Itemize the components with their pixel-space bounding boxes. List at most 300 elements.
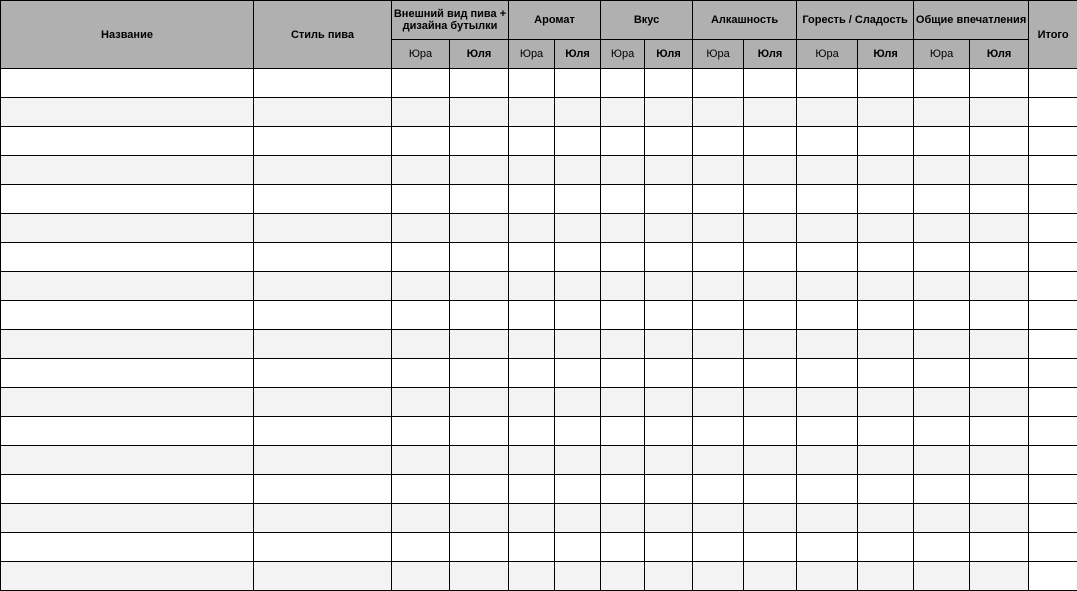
yura-aroma-cell[interactable] (509, 98, 555, 127)
yura-overall-cell[interactable] (914, 214, 970, 243)
yulya-alcohol-cell[interactable] (744, 69, 797, 98)
style-cell[interactable] (254, 475, 392, 504)
yulya-aroma-cell[interactable] (555, 417, 601, 446)
yulya-bitterness-cell[interactable] (858, 272, 914, 301)
yura-overall-cell[interactable] (914, 243, 970, 272)
table-row (1, 446, 1077, 475)
table-header (1, 1, 1077, 69)
yulya-alcohol-cell[interactable] (744, 156, 797, 185)
style-cell[interactable] (254, 69, 392, 98)
yulya-bitterness-cell[interactable] (858, 533, 914, 562)
yulya-appearance-cell[interactable] (450, 98, 509, 127)
table-row (1, 301, 1077, 330)
yulya-overall-cell[interactable] (970, 301, 1029, 330)
yura-overall-cell[interactable] (914, 185, 970, 214)
yulya-overall-cell[interactable] (970, 185, 1029, 214)
yulya-aroma-cell[interactable] (555, 214, 601, 243)
yulya-overall-cell[interactable] (970, 562, 1029, 591)
yulya-aroma-cell[interactable] (555, 359, 601, 388)
yulya-appearance-cell[interactable] (450, 156, 509, 185)
yulya-appearance-cell[interactable] (450, 388, 509, 417)
yura-taste-cell[interactable] (601, 359, 645, 388)
yura-appearance-cell[interactable] (392, 533, 450, 562)
yulya-bitterness-cell[interactable] (858, 359, 914, 388)
yura-aroma-cell[interactable] (509, 185, 555, 214)
name-cell[interactable] (1, 185, 254, 214)
yulya-bitterness-cell[interactable] (858, 156, 914, 185)
yura-alcohol-cell[interactable] (693, 301, 744, 330)
yura-bitterness-cell[interactable] (797, 185, 858, 214)
yulya-aroma-cell[interactable] (555, 446, 601, 475)
yulya-taste-cell[interactable] (645, 214, 693, 243)
yulya-bitterness-cell[interactable] (858, 562, 914, 591)
yura-aroma-cell[interactable] (509, 562, 555, 591)
yura-overall-cell[interactable] (914, 475, 970, 504)
total-cell[interactable] (1029, 359, 1077, 388)
table-row (1, 69, 1077, 98)
yulya-bitterness-cell[interactable] (858, 214, 914, 243)
yulya-alcohol-cell[interactable] (744, 98, 797, 127)
name-cell[interactable] (1, 127, 254, 156)
yulya-overall-cell[interactable] (970, 127, 1029, 156)
header-appearance: Внешний вид пива + дизайна бутылки (392, 1, 509, 40)
yura-overall-cell[interactable] (914, 446, 970, 475)
yura-taste-cell[interactable] (601, 475, 645, 504)
yulya-taste-cell[interactable] (645, 504, 693, 533)
yura-bitterness-cell[interactable] (797, 417, 858, 446)
yura-appearance-cell[interactable] (392, 301, 450, 330)
name-cell[interactable] (1, 533, 254, 562)
yura-bitterness-cell[interactable] (797, 243, 858, 272)
yura-aroma-cell[interactable] (509, 446, 555, 475)
yulya-overall-cell[interactable] (970, 388, 1029, 417)
header-overall-impression: Общие впечатления (914, 1, 1029, 40)
yura-aroma-cell[interactable] (509, 388, 555, 417)
yulya-aroma-cell[interactable] (555, 69, 601, 98)
total-cell[interactable] (1029, 388, 1077, 417)
yulya-alcohol-cell[interactable] (744, 330, 797, 359)
yura-bitterness-cell[interactable] (797, 562, 858, 591)
yulya-alcohol-cell[interactable] (744, 301, 797, 330)
yulya-alcohol-cell[interactable] (744, 533, 797, 562)
yulya-alcohol-cell[interactable] (744, 127, 797, 156)
name-cell[interactable] (1, 417, 254, 446)
yulya-bitterness-cell[interactable] (858, 330, 914, 359)
total-cell[interactable] (1029, 243, 1077, 272)
total-cell[interactable] (1029, 214, 1077, 243)
yulya-appearance-cell[interactable] (450, 475, 509, 504)
yura-appearance-cell[interactable] (392, 330, 450, 359)
total-cell[interactable] (1029, 533, 1077, 562)
yura-bitterness-cell[interactable] (797, 330, 858, 359)
yura-appearance-cell[interactable] (392, 359, 450, 388)
yulya-taste-cell[interactable] (645, 330, 693, 359)
yulya-aroma-cell[interactable] (555, 330, 601, 359)
yulya-taste-cell[interactable] (645, 562, 693, 591)
name-cell[interactable] (1, 446, 254, 475)
yulya-bitterness-cell[interactable] (858, 388, 914, 417)
table-row (1, 359, 1077, 388)
yura-taste-cell[interactable] (601, 301, 645, 330)
yura-bitterness-cell[interactable] (797, 475, 858, 504)
yura-aroma-cell[interactable] (509, 243, 555, 272)
yulya-taste-cell[interactable] (645, 388, 693, 417)
yulya-alcohol-cell[interactable] (744, 214, 797, 243)
yulya-taste-cell[interactable] (645, 272, 693, 301)
yura-aroma-cell[interactable] (509, 475, 555, 504)
yura-alcohol-cell[interactable] (693, 359, 744, 388)
yura-aroma-cell[interactable] (509, 272, 555, 301)
yura-aroma-cell[interactable] (509, 330, 555, 359)
name-cell[interactable] (1, 243, 254, 272)
yura-overall-cell[interactable] (914, 359, 970, 388)
yulya-alcohol-cell[interactable] (744, 272, 797, 301)
yulya-aroma-cell[interactable] (555, 185, 601, 214)
style-cell[interactable] (254, 156, 392, 185)
yura-overall-cell[interactable] (914, 533, 970, 562)
yura-alcohol-cell[interactable] (693, 272, 744, 301)
yura-alcohol-cell[interactable] (693, 388, 744, 417)
yura-appearance-cell[interactable] (392, 562, 450, 591)
yura-aroma-cell[interactable] (509, 359, 555, 388)
yulya-bitterness-cell[interactable] (858, 98, 914, 127)
yura-alcohol-cell[interactable] (693, 69, 744, 98)
table-row (1, 243, 1077, 272)
yulya-aroma-cell[interactable] (555, 156, 601, 185)
total-cell[interactable] (1029, 272, 1077, 301)
total-cell[interactable] (1029, 156, 1077, 185)
header-taste: Вкус (601, 1, 693, 40)
yulya-taste-cell[interactable] (645, 533, 693, 562)
yura-taste-cell[interactable] (601, 533, 645, 562)
name-cell[interactable] (1, 156, 254, 185)
yulya-appearance-cell[interactable] (450, 185, 509, 214)
rater-yura-aroma: Юра (509, 40, 555, 69)
yulya-appearance-cell[interactable] (450, 301, 509, 330)
yura-alcohol-cell[interactable] (693, 533, 744, 562)
yulya-overall-cell[interactable] (970, 330, 1029, 359)
yulya-overall-cell[interactable] (970, 214, 1029, 243)
yura-aroma-cell[interactable] (509, 69, 555, 98)
total-cell[interactable] (1029, 301, 1077, 330)
yura-appearance-cell[interactable] (392, 417, 450, 446)
table-row (1, 504, 1077, 533)
yura-bitterness-cell[interactable] (797, 272, 858, 301)
yulya-appearance-cell[interactable] (450, 330, 509, 359)
yura-taste-cell[interactable] (601, 504, 645, 533)
total-cell[interactable] (1029, 475, 1077, 504)
header-name: Название (1, 1, 254, 69)
yura-overall-cell[interactable] (914, 301, 970, 330)
header-style: Стиль пива (254, 1, 392, 69)
style-cell[interactable] (254, 562, 392, 591)
table-row (1, 98, 1077, 127)
yura-overall-cell[interactable] (914, 272, 970, 301)
yulya-taste-cell[interactable] (645, 156, 693, 185)
yulya-appearance-cell[interactable] (450, 272, 509, 301)
yura-appearance-cell[interactable] (392, 504, 450, 533)
name-cell[interactable] (1, 504, 254, 533)
yulya-taste-cell[interactable] (645, 185, 693, 214)
yulya-alcohol-cell[interactable] (744, 562, 797, 591)
yura-aroma-cell[interactable] (509, 127, 555, 156)
yulya-overall-cell[interactable] (970, 475, 1029, 504)
yura-alcohol-cell[interactable] (693, 562, 744, 591)
yulya-overall-cell[interactable] (970, 359, 1029, 388)
yura-taste-cell[interactable] (601, 272, 645, 301)
yura-appearance-cell[interactable] (392, 69, 450, 98)
yura-aroma-cell[interactable] (509, 301, 555, 330)
yura-bitterness-cell[interactable] (797, 446, 858, 475)
yulya-bitterness-cell[interactable] (858, 475, 914, 504)
yura-appearance-cell[interactable] (392, 243, 450, 272)
style-cell[interactable] (254, 417, 392, 446)
rater-yura-overall: Юра (914, 40, 970, 69)
yura-alcohol-cell[interactable] (693, 417, 744, 446)
yura-bitterness-cell[interactable] (797, 127, 858, 156)
yulya-appearance-cell[interactable] (450, 243, 509, 272)
yura-alcohol-cell[interactable] (693, 475, 744, 504)
yura-aroma-cell[interactable] (509, 156, 555, 185)
yura-appearance-cell[interactable] (392, 98, 450, 127)
yulya-overall-cell[interactable] (970, 69, 1029, 98)
yulya-alcohol-cell[interactable] (744, 504, 797, 533)
table-row (1, 185, 1077, 214)
yulya-bitterness-cell[interactable] (858, 417, 914, 446)
yura-aroma-cell[interactable] (509, 417, 555, 446)
table-row (1, 533, 1077, 562)
yura-appearance-cell[interactable] (392, 446, 450, 475)
yulya-taste-cell[interactable] (645, 475, 693, 504)
yura-alcohol-cell[interactable] (693, 446, 744, 475)
rater-yura-appearance: Юра (392, 40, 450, 69)
yura-aroma-cell[interactable] (509, 533, 555, 562)
yura-taste-cell[interactable] (601, 98, 645, 127)
yulya-bitterness-cell[interactable] (858, 446, 914, 475)
style-cell[interactable] (254, 359, 392, 388)
yura-taste-cell[interactable] (601, 562, 645, 591)
style-cell[interactable] (254, 243, 392, 272)
yura-bitterness-cell[interactable] (797, 301, 858, 330)
yulya-aroma-cell[interactable] (555, 533, 601, 562)
total-cell[interactable] (1029, 417, 1077, 446)
yulya-taste-cell[interactable] (645, 301, 693, 330)
header-bitterness-sweetness: Горесть / Сладость (797, 1, 914, 40)
yura-taste-cell[interactable] (601, 417, 645, 446)
yura-appearance-cell[interactable] (392, 475, 450, 504)
total-cell[interactable] (1029, 127, 1077, 156)
yulya-overall-cell[interactable] (970, 98, 1029, 127)
yura-taste-cell[interactable] (601, 69, 645, 98)
yulya-overall-cell[interactable] (970, 504, 1029, 533)
yulya-alcohol-cell[interactable] (744, 243, 797, 272)
yura-overall-cell[interactable] (914, 127, 970, 156)
yulya-appearance-cell[interactable] (450, 446, 509, 475)
name-cell[interactable] (1, 98, 254, 127)
yura-bitterness-cell[interactable] (797, 388, 858, 417)
yulya-appearance-cell[interactable] (450, 533, 509, 562)
yura-alcohol-cell[interactable] (693, 243, 744, 272)
style-cell[interactable] (254, 504, 392, 533)
yulya-appearance-cell[interactable] (450, 127, 509, 156)
yura-alcohol-cell[interactable] (693, 214, 744, 243)
style-cell[interactable] (254, 301, 392, 330)
yura-overall-cell[interactable] (914, 330, 970, 359)
yulya-alcohol-cell[interactable] (744, 475, 797, 504)
name-cell[interactable] (1, 330, 254, 359)
yura-taste-cell[interactable] (601, 214, 645, 243)
yura-taste-cell[interactable] (601, 156, 645, 185)
yulya-taste-cell[interactable] (645, 359, 693, 388)
style-cell[interactable] (254, 533, 392, 562)
yulya-taste-cell[interactable] (645, 243, 693, 272)
yura-bitterness-cell[interactable] (797, 156, 858, 185)
yura-appearance-cell[interactable] (392, 127, 450, 156)
name-cell[interactable] (1, 359, 254, 388)
yulya-aroma-cell[interactable] (555, 243, 601, 272)
yura-appearance-cell[interactable] (392, 185, 450, 214)
yura-overall-cell[interactable] (914, 69, 970, 98)
yura-appearance-cell[interactable] (392, 156, 450, 185)
style-cell[interactable] (254, 330, 392, 359)
yulya-aroma-cell[interactable] (555, 504, 601, 533)
yura-aroma-cell[interactable] (509, 214, 555, 243)
style-cell[interactable] (254, 214, 392, 243)
yura-overall-cell[interactable] (914, 562, 970, 591)
yulya-appearance-cell[interactable] (450, 214, 509, 243)
header-total: Итого (1029, 1, 1077, 69)
yulya-appearance-cell[interactable] (450, 69, 509, 98)
yura-aroma-cell[interactable] (509, 504, 555, 533)
yulya-bitterness-cell[interactable] (858, 504, 914, 533)
yulya-overall-cell[interactable] (970, 156, 1029, 185)
yulya-bitterness-cell[interactable] (858, 243, 914, 272)
table-body (1, 69, 1077, 591)
yulya-alcohol-cell[interactable] (744, 446, 797, 475)
yulya-aroma-cell[interactable] (555, 475, 601, 504)
yulya-taste-cell[interactable] (645, 127, 693, 156)
yulya-overall-cell[interactable] (970, 417, 1029, 446)
yura-overall-cell[interactable] (914, 417, 970, 446)
yulya-appearance-cell[interactable] (450, 504, 509, 533)
name-cell[interactable] (1, 388, 254, 417)
yura-appearance-cell[interactable] (392, 388, 450, 417)
style-cell[interactable] (254, 272, 392, 301)
yulya-taste-cell[interactable] (645, 69, 693, 98)
yulya-alcohol-cell[interactable] (744, 388, 797, 417)
yulya-taste-cell[interactable] (645, 417, 693, 446)
yulya-aroma-cell[interactable] (555, 98, 601, 127)
total-cell[interactable] (1029, 330, 1077, 359)
yulya-overall-cell[interactable] (970, 243, 1029, 272)
yura-taste-cell[interactable] (601, 446, 645, 475)
total-cell[interactable] (1029, 504, 1077, 533)
rater-yura-alcohol: Юра (693, 40, 744, 69)
yura-overall-cell[interactable] (914, 156, 970, 185)
yura-bitterness-cell[interactable] (797, 214, 858, 243)
yura-taste-cell[interactable] (601, 388, 645, 417)
name-cell[interactable] (1, 562, 254, 591)
yura-taste-cell[interactable] (601, 243, 645, 272)
yulya-appearance-cell[interactable] (450, 417, 509, 446)
yura-bitterness-cell[interactable] (797, 359, 858, 388)
name-cell[interactable] (1, 272, 254, 301)
rater-yura-bitterness: Юра (797, 40, 858, 69)
yura-alcohol-cell[interactable] (693, 156, 744, 185)
yulya-alcohol-cell[interactable] (744, 359, 797, 388)
yura-alcohol-cell[interactable] (693, 504, 744, 533)
yulya-overall-cell[interactable] (970, 446, 1029, 475)
yulya-overall-cell[interactable] (970, 533, 1029, 562)
yura-alcohol-cell[interactable] (693, 98, 744, 127)
yura-bitterness-cell[interactable] (797, 98, 858, 127)
table-row (1, 475, 1077, 504)
yura-appearance-cell[interactable] (392, 214, 450, 243)
yulya-aroma-cell[interactable] (555, 562, 601, 591)
yulya-aroma-cell[interactable] (555, 272, 601, 301)
yura-overall-cell[interactable] (914, 388, 970, 417)
total-cell[interactable] (1029, 185, 1077, 214)
style-cell[interactable] (254, 446, 392, 475)
table-row (1, 156, 1077, 185)
yulya-bitterness-cell[interactable] (858, 185, 914, 214)
name-cell[interactable] (1, 69, 254, 98)
yulya-appearance-cell[interactable] (450, 562, 509, 591)
yulya-aroma-cell[interactable] (555, 388, 601, 417)
yulya-bitterness-cell[interactable] (858, 127, 914, 156)
yura-taste-cell[interactable] (601, 330, 645, 359)
yulya-aroma-cell[interactable] (555, 127, 601, 156)
yulya-taste-cell[interactable] (645, 98, 693, 127)
rater-yulya-alcohol: Юля (744, 40, 797, 69)
style-cell[interactable] (254, 388, 392, 417)
total-cell[interactable] (1029, 69, 1077, 98)
yulya-alcohol-cell[interactable] (744, 185, 797, 214)
yulya-bitterness-cell[interactable] (858, 69, 914, 98)
yura-alcohol-cell[interactable] (693, 330, 744, 359)
yura-taste-cell[interactable] (601, 127, 645, 156)
total-cell[interactable] (1029, 98, 1077, 127)
style-cell[interactable] (254, 98, 392, 127)
name-cell[interactable] (1, 475, 254, 504)
yura-taste-cell[interactable] (601, 185, 645, 214)
total-cell[interactable] (1029, 562, 1077, 591)
yulya-appearance-cell[interactable] (450, 359, 509, 388)
yulya-overall-cell[interactable] (970, 272, 1029, 301)
rater-yulya-taste: Юля (645, 40, 693, 69)
total-cell[interactable] (1029, 446, 1077, 475)
yulya-taste-cell[interactable] (645, 446, 693, 475)
yura-bitterness-cell[interactable] (797, 69, 858, 98)
yura-alcohol-cell[interactable] (693, 185, 744, 214)
header-aroma: Аромат (509, 1, 601, 40)
style-cell[interactable] (254, 185, 392, 214)
rater-yura-taste: Юра (601, 40, 645, 69)
style-cell[interactable] (254, 127, 392, 156)
rater-yulya-bitterness: Юля (858, 40, 914, 69)
yura-bitterness-cell[interactable] (797, 504, 858, 533)
yura-appearance-cell[interactable] (392, 272, 450, 301)
yura-bitterness-cell[interactable] (797, 533, 858, 562)
yura-overall-cell[interactable] (914, 98, 970, 127)
yulya-alcohol-cell[interactable] (744, 417, 797, 446)
yulya-bitterness-cell[interactable] (858, 301, 914, 330)
yura-overall-cell[interactable] (914, 504, 970, 533)
yura-alcohol-cell[interactable] (693, 127, 744, 156)
name-cell[interactable] (1, 214, 254, 243)
name-cell[interactable] (1, 301, 254, 330)
yulya-aroma-cell[interactable] (555, 301, 601, 330)
